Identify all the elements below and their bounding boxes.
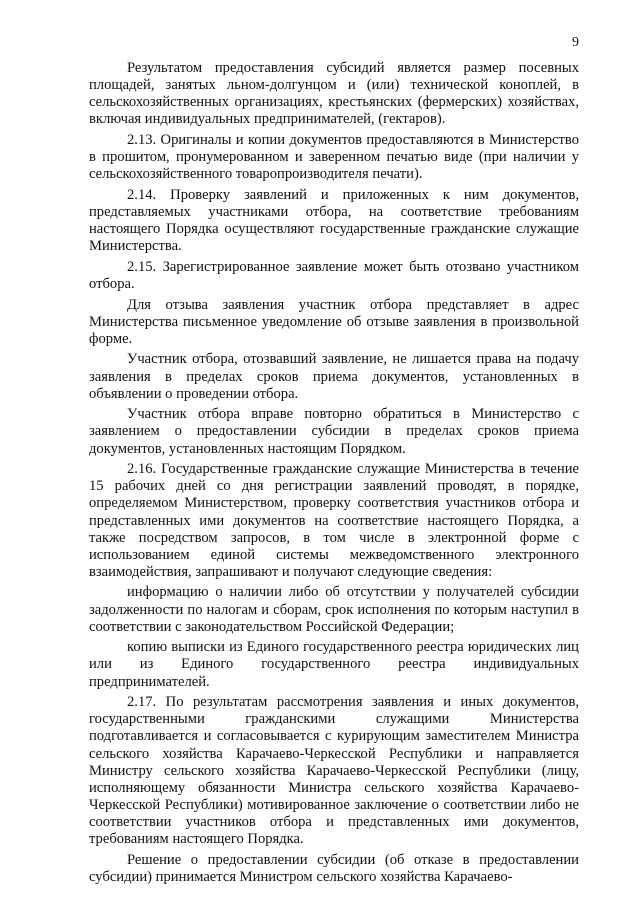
paragraph-withdrawal-rights: Участник отбора, отозвавший заявление, не лишается права на подачу заявления в пределах сроков приема документов, установленных в объявлении о проведении отбора.: [89, 351, 579, 402]
paragraph-decision: Решение о предоставлении субсидии (об отказе в предоставлении субсидии) принимается Министром сельского хозяйства Карачаево-: [89, 851, 579, 885]
paragraph-2-17: 2.17. По результатам рассмотрения заявления и иных документов, государственными гражданскими служащими Министерства подготавливается и согласовывается с курирующим заместителем Министра сельского хозяйства Карачаево-Черкесской Республики и направляется Министру сельского хозяйства Карачаево-Черкесской Республики (лицу, исполняющему обязанности Министра сельского хозяйства Карачаево-Черкесской Республики) мотивированное заключение о соответствии либо не соответствии участников отбора и представленных ими документов, требованиям настоящего Порядка.: [89, 694, 579, 847]
paragraph-2-13: 2.13. Оригиналы и копии документов предоставляются в Министерство в прошитом, пронумерованном и заверенном печатью виде (при наличии у сельскохозяйственного товаропроизводителя печати).: [89, 131, 579, 183]
document-body: [89, 60, 579, 886]
paragraph-2-15: 2.15. Зарегистрированное заявление может быть отозвано участником отбора.: [89, 258, 579, 292]
paragraph-result-of-subsidies: Результатом предоставления субсидий является размер посевных площадей, занятых льном-долгунцом и (или) технической коноплей, в сельскохозяйственных организациях, крестьянских (фермерских) хозяйствах, включая индивидуальных предпринимателей, (гектаров).: [89, 60, 579, 128]
paragraph-tax-debt-info: информацию о наличии либо об отсутствии у получателей субсидии задолженности по налогам и сборам, срок исполнения по которым наступил в соответствии с законодательством Российской Федерации;: [89, 584, 579, 635]
paragraph-withdrawal-notice: Для отзыва заявления участник отбора представляет в адрес Министерства письменное уведомление об отзыве заявления в произвольной форме.: [89, 296, 579, 347]
paragraph-repeat-application: Участник отбора вправе повторно обратиться в Министерство с заявлением о предоставлении субсидии в пределах сроков приема документов, установленных настоящим Порядком.: [89, 406, 579, 457]
paragraph-2-16: 2.16. Государственные гражданские служащие Министерства в течение 15 рабочих дней со дня регистрации заявлений проводят, в порядке, определяемом Министерством, проверку соответствия участников отбора и представленных ими документов на соответствие настоящего Порядка, а также посредством запросов, в том числе в электронной форме с использованием единой системы межведомственного электронного взаимодействия, запрашивают и получают следующие сведения:: [89, 461, 579, 580]
page-number: 9: [572, 35, 579, 50]
paragraph-registry-extract: копию выписки из Единого государственного реестра юридических лиц или из Единого государственного реестра индивидуальных предпринимателей.: [89, 639, 579, 690]
paragraph-2-14: 2.14. Проверку заявлений и приложенных к ним документов, представляемых участниками отбора, на соответствие требованиям настоящего Порядка осуществляют государственные гражданские служащие Министерства.: [89, 186, 579, 255]
